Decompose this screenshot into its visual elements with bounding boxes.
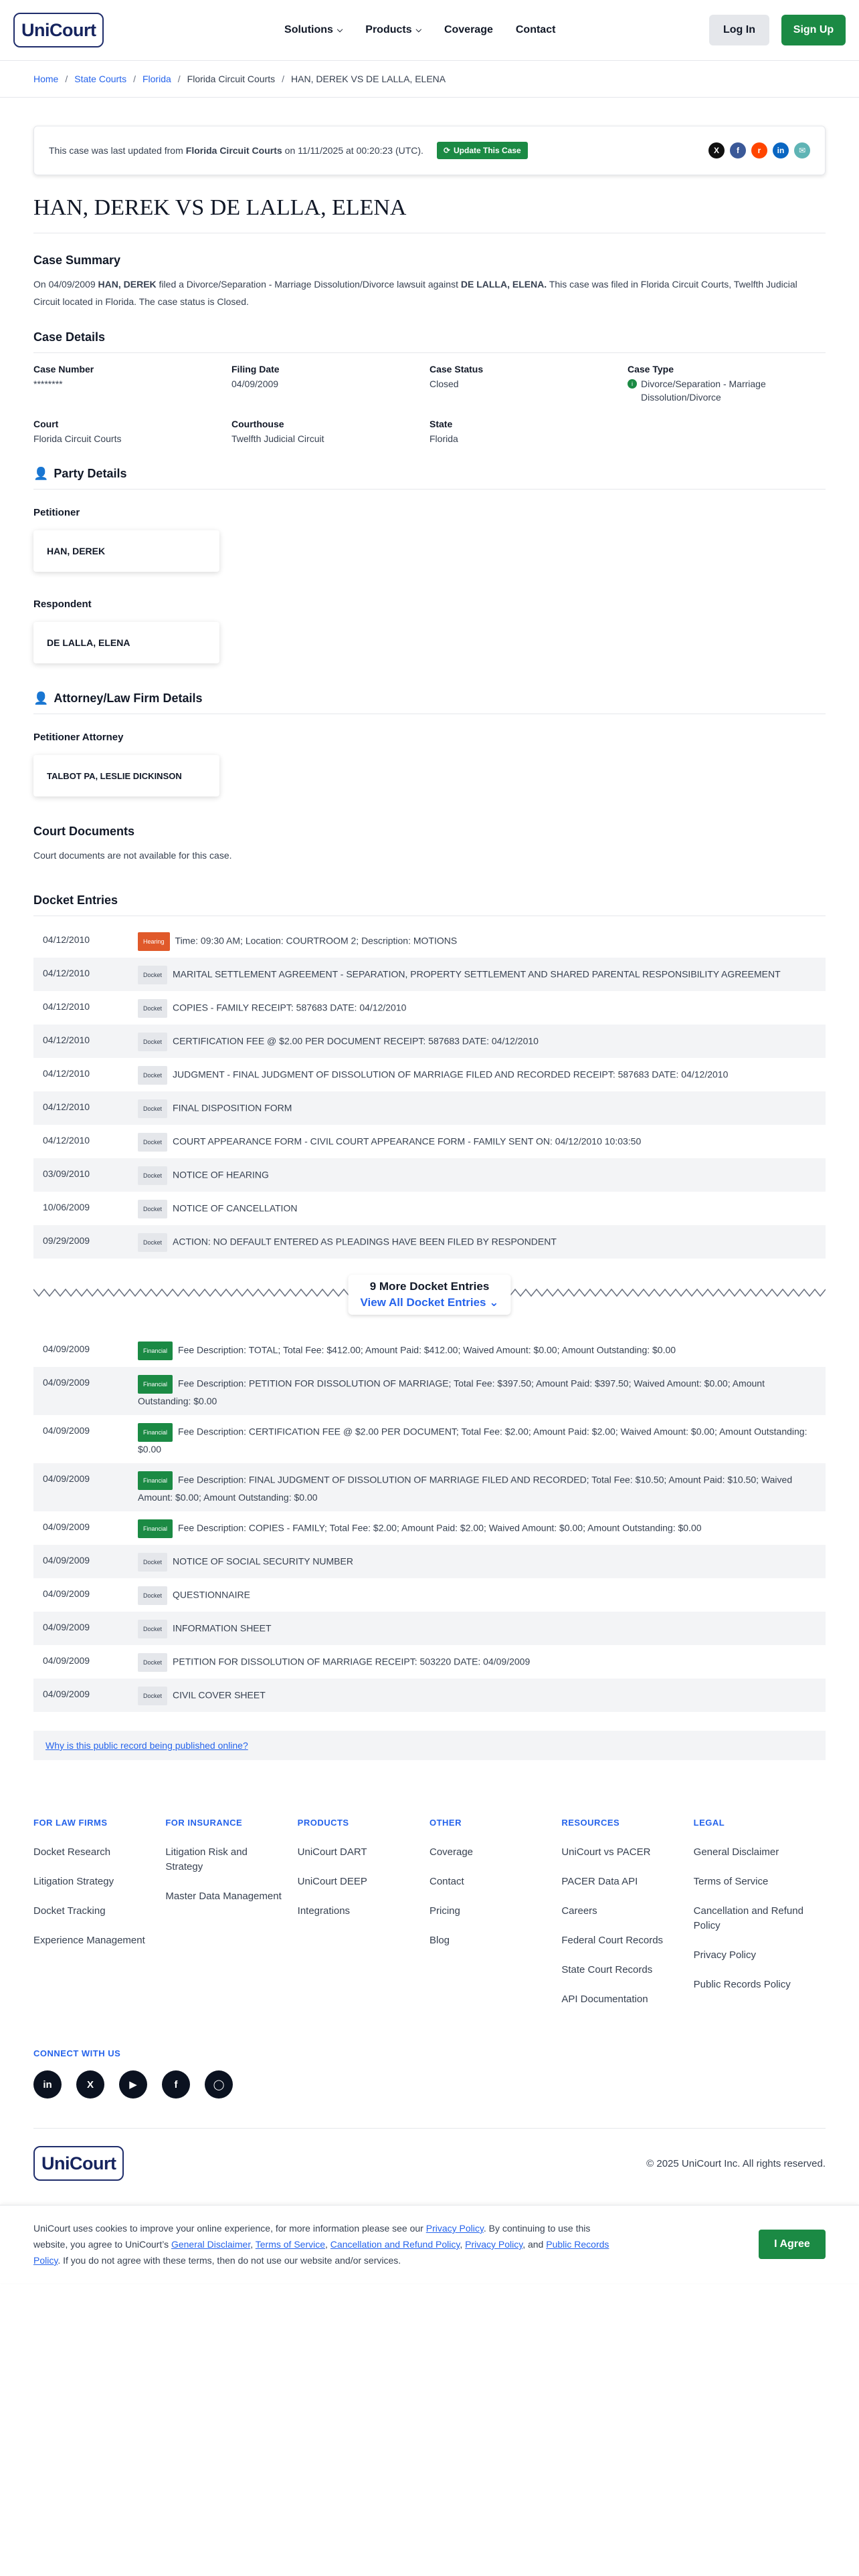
docket-description: Fee Description: PETITION FOR DISSOLUTION OF MARRIAGE; Total Fee: $397.50; Amount Paid: $397.50; Waived Amount: $0.00; Amount Outstanding: $0.00 (138, 1378, 765, 1406)
docket-date: 04/12/2010 (43, 1135, 90, 1146)
footer-link[interactable]: Experience Management (33, 1935, 145, 1946)
case-details-heading: Case Details (33, 330, 826, 353)
docket-description: Time: 09:30 AM; Location: COURTROOM 2; Description: MOTIONS (175, 935, 458, 946)
attorney-details-heading: 👤 Attorney/Law Firm Details (33, 691, 826, 714)
breadcrumb-state-courts[interactable]: State Courts (74, 74, 127, 84)
connect-heading: CONNECT WITH US (33, 2048, 121, 2058)
detail-case-type: Case Type i Divorce/Separation - Marriage Dissolution/Divorce (628, 364, 766, 403)
docket-row (33, 1578, 826, 1612)
instagram-icon[interactable]: ◯ (205, 2070, 233, 2099)
docket-tag: Docket (138, 1687, 167, 1705)
docket-row (33, 1612, 826, 1645)
respondent-card[interactable]: DE LALLA, ELENA (33, 622, 219, 663)
docket-description: NOTICE OF HEARING (173, 1169, 269, 1180)
linkedin-icon[interactable]: in (33, 2070, 62, 2099)
docket-tag: Hearing (138, 932, 170, 951)
docket-description: Fee Description: TOTAL; Total Fee: $412.00; Amount Paid: $412.00; Waived Amount: $0.00; Amount Outstanding: $0.00 (178, 1344, 676, 1356)
footer-link[interactable]: Docket Tracking (33, 1905, 106, 1917)
docket-date: 10/06/2009 (43, 1202, 90, 1212)
docket-description: FINAL DISPOSITION FORM (173, 1102, 292, 1113)
docket-row (33, 1463, 826, 1511)
docket-date: 04/09/2009 (43, 1344, 90, 1354)
docket-date: 04/12/2010 (43, 1068, 90, 1079)
facebook-share-icon[interactable]: f (730, 142, 746, 158)
case-summary-heading: Case Summary (33, 253, 121, 267)
petitioner-card[interactable]: HAN, DEREK (33, 530, 219, 572)
docket-row (33, 1367, 826, 1415)
breadcrumb-separator: / (282, 74, 285, 84)
view-all-docket-link[interactable]: View All Docket Entries ⌄ (360, 1296, 499, 1309)
cookie-banner (0, 2205, 859, 2283)
docket-row (33, 958, 826, 991)
info-icon: i (628, 379, 637, 389)
footer-link[interactable]: Public Records Policy (693, 1979, 791, 1990)
docket-tag: Financial (138, 1471, 173, 1490)
update-source: Florida Circuit Courts (185, 145, 282, 156)
docket-description: QUESTIONNAIRE (173, 1589, 250, 1600)
footer-link[interactable]: UniCourt vs PACER (561, 1846, 651, 1858)
attorney-card[interactable]: TALBOT PA, LESLIE DICKINSON (33, 755, 219, 796)
case-summary-text: On 04/09/2009 HAN, DEREK filed a Divorce/Separation - Marriage Dissolution/Divorce lawsuit against DE LALLA, ELENA. This case was filed in Florida Circuit Courts, Twelfth Judicial Circuit located in Florida. The case status is Closed. (33, 279, 797, 307)
breadcrumb-home[interactable]: Home (33, 74, 59, 84)
privacy-policy-link[interactable]: Privacy Policy (465, 2239, 523, 2250)
court-documents-heading: Court Documents (33, 825, 135, 838)
chevron-down-icon: ⌵ (415, 25, 421, 34)
footer-link[interactable]: Integrations (297, 1905, 351, 1917)
footer-link[interactable]: PACER Data API (561, 1876, 638, 1887)
respondent-label: Respondent (33, 599, 92, 610)
docket-description: NOTICE OF CANCELLATION (173, 1202, 298, 1214)
docket-row (33, 1645, 826, 1679)
footer-link[interactable]: Blog (429, 1935, 450, 1946)
docket-date: 04/09/2009 (43, 1588, 90, 1599)
docket-row (33, 1333, 826, 1367)
docket-row (33, 1125, 826, 1158)
docket-date: 04/12/2010 (43, 1101, 90, 1112)
footer-column (430, 1818, 561, 2022)
detail-court: Court Florida Circuit Courts (33, 419, 122, 444)
docket-tag: Docket (138, 1099, 167, 1118)
docket-tag: Docket (138, 1620, 167, 1638)
agree-button[interactable]: I Agree (759, 2230, 826, 2259)
footer-link[interactable]: Federal Court Records (561, 1935, 664, 1946)
footer-link[interactable]: Cancellation and Refund Policy (693, 1905, 803, 1931)
docket-row (33, 1025, 826, 1058)
docket-date: 04/09/2009 (43, 1555, 90, 1566)
footer-link[interactable]: Docket Research (33, 1846, 111, 1858)
docket-tag: Docket (138, 1553, 167, 1572)
footer-link[interactable]: General Disclaimer (693, 1846, 779, 1858)
docket-row (33, 1192, 826, 1225)
docket-list (33, 924, 826, 1259)
footer-column (298, 1818, 430, 2022)
docket-date: 04/09/2009 (43, 1473, 90, 1484)
reddit-share-icon[interactable]: r (751, 142, 767, 158)
detail-state: State Florida (430, 419, 458, 444)
footer-column (561, 1818, 693, 2022)
breadcrumb-separator: / (65, 74, 68, 84)
docket-description: ACTION: NO DEFAULT ENTERED AS PLEADINGS HAVE BEEN FILED BY RESPONDENT (173, 1236, 557, 1247)
footer-link[interactable]: Contact (429, 1876, 464, 1887)
docket-description: CERTIFICATION FEE @ $2.00 PER DOCUMENT RECEIPT: 587683 DATE: 04/12/2010 (173, 1035, 539, 1047)
docket-date: 03/09/2010 (43, 1168, 90, 1179)
docket-row (33, 1679, 826, 1712)
docket-row (33, 991, 826, 1025)
footer-column (33, 1818, 165, 2022)
nav-coverage[interactable]: Coverage (444, 24, 493, 35)
footer-heading: LEGAL (693, 1818, 725, 1828)
breadcrumb-florida[interactable]: Florida (142, 74, 171, 84)
docket-date: 04/09/2009 (43, 1521, 90, 1532)
general-disclaimer-link[interactable]: General Disclaimer (171, 2239, 251, 2250)
docket-row (33, 1225, 826, 1259)
person-icon: 👤 (33, 691, 49, 705)
case-update-banner (33, 126, 826, 175)
footer-link[interactable]: UniCourt DEEP (297, 1876, 367, 1887)
footer-heading: PRODUCTS (297, 1818, 349, 1828)
more-docket-entries (33, 1268, 826, 1324)
detail-filing-date: Filing Date 04/09/2009 (231, 364, 280, 389)
docket-tag: Financial (138, 1423, 173, 1442)
docket-tag: Docket (138, 1133, 167, 1152)
docket-row (33, 924, 826, 958)
docket-date: 04/09/2009 (43, 1622, 90, 1632)
docket-row (33, 1158, 826, 1192)
footer-link[interactable]: Pricing (429, 1905, 460, 1917)
breadcrumb-case: HAN, DEREK VS DE LALLA, ELENA (291, 74, 446, 84)
footer-link[interactable]: Terms of Service (693, 1876, 769, 1887)
email-share-icon[interactable]: ✉ (794, 142, 810, 158)
login-button[interactable]: Log In (709, 15, 769, 45)
docket-date: 04/09/2009 (43, 1425, 90, 1436)
terms-link[interactable]: Terms of Service (255, 2239, 326, 2250)
footer-link[interactable]: Careers (561, 1905, 597, 1917)
detail-case-number: Case Number ******** (33, 364, 94, 389)
footer-heading: RESOURCES (561, 1818, 620, 1828)
docket-date: 04/12/2010 (43, 934, 90, 945)
court-documents-text: Court documents are not available for this case. (33, 850, 232, 861)
docket-tag: Docket (138, 1200, 167, 1218)
footer-link[interactable]: UniCourt DART (297, 1846, 367, 1858)
person-icon: 👤 (33, 467, 49, 480)
docket-list (33, 1333, 826, 1712)
docket-row (33, 1545, 826, 1578)
breadcrumb-separator: / (133, 74, 136, 84)
refund-policy-link[interactable]: Cancellation and Refund Policy (330, 2239, 460, 2250)
footer-link[interactable]: Master Data Management (165, 1891, 282, 1902)
docket-description: Fee Description: CERTIFICATION FEE @ $2.00 PER DOCUMENT; Total Fee: $2.00; Amount Paid: $2.00; Waived Amount: $0.00; Amount Outstanding: $0.00 (138, 1426, 807, 1455)
update-time: on 11/11/2025 at 00:20:23 (UTC). (284, 145, 423, 156)
docket-date: 04/12/2010 (43, 1035, 90, 1045)
social-links (33, 2070, 826, 2099)
docket-description: COPIES - FAMILY RECEIPT: 587683 DATE: 04/12/2010 (173, 1002, 407, 1013)
docket-tag: Docket (138, 999, 167, 1018)
docket-entries-heading: Docket Entries (33, 893, 826, 916)
chevron-down-icon: ⌄ (489, 1296, 499, 1309)
docket-description: PETITION FOR DISSOLUTION OF MARRIAGE RECEIPT: 503220 DATE: 04/09/2009 (173, 1656, 531, 1667)
site-header (0, 0, 859, 60)
chevron-down-icon: ⌵ (337, 25, 343, 34)
footer-link[interactable]: Coverage (429, 1846, 474, 1858)
facebook-icon[interactable]: f (162, 2070, 190, 2099)
docket-tag: Docket (138, 1586, 167, 1605)
nav-products[interactable]: Products ⌵ (365, 24, 421, 35)
docket-row (33, 1058, 826, 1091)
detail-courthouse: Courthouse Twelfth Judicial Circuit (231, 419, 324, 444)
docket-tag: Financial (138, 1519, 173, 1538)
docket-date: 04/12/2010 (43, 968, 90, 978)
docket-date: 04/09/2009 (43, 1377, 90, 1388)
copyright-text: © 2025 UniCourt Inc. All rights reserved. (646, 2157, 826, 2169)
petitioner-attorney-label: Petitioner Attorney (33, 732, 124, 743)
public-records-policy-link[interactable]: Public Records Policy (33, 2239, 609, 2266)
linkedin-share-icon[interactable]: in (773, 142, 789, 158)
docket-date: 04/09/2009 (43, 1689, 90, 1699)
youtube-icon[interactable]: ▶ (119, 2070, 147, 2099)
breadcrumb (0, 60, 859, 98)
docket-tag: Financial (138, 1375, 173, 1394)
footer-links (33, 1818, 826, 2022)
footer-link[interactable]: State Court Records (561, 1964, 653, 1975)
docket-description: Fee Description: COPIES - FAMILY; Total Fee: $2.00; Amount Paid: $2.00; Waived Amount: $0.00; Amount Outstanding: $0.00 (178, 1522, 702, 1533)
footer-heading: FOR INSURANCE (165, 1818, 243, 1828)
x-icon[interactable]: X (76, 2070, 104, 2099)
footer-heading: OTHER (429, 1818, 462, 1828)
docket-tag: Docket (138, 1166, 167, 1185)
case-title: HAN, DEREK VS DE LALLA, ELENA (33, 195, 826, 233)
signup-button[interactable]: Sign Up (781, 15, 846, 45)
x-share-icon[interactable]: X (708, 142, 725, 158)
why-public-record-link[interactable]: Why is this public record being published online? (33, 1731, 826, 1760)
footer-link[interactable]: Privacy Policy (693, 1949, 757, 1961)
footer-link[interactable]: API Documentation (561, 1994, 648, 2005)
docket-date: 04/09/2009 (43, 1655, 90, 1666)
footer-bottom (33, 2128, 826, 2181)
nav-solutions[interactable]: Solutions ⌵ (284, 24, 343, 35)
view-all-docket-box[interactable]: 9 More Docket Entries View All Docket Entries ⌄ (349, 1275, 511, 1315)
footer-link[interactable]: Litigation Risk and Strategy (165, 1846, 248, 1872)
case-details-grid (33, 364, 826, 445)
footer-link[interactable]: Litigation Strategy (33, 1876, 114, 1887)
docket-description: NOTICE OF SOCIAL SECURITY NUMBER (173, 1555, 353, 1567)
unicourt-logo[interactable]: UniCourt (13, 13, 104, 47)
footer-column (165, 1818, 297, 2022)
docket-description: INFORMATION SHEET (173, 1622, 272, 1634)
update-case-button[interactable]: ⟳ Update This Case (437, 142, 528, 159)
docket-row (33, 1091, 826, 1125)
update-prefix: This case was last updated from (49, 145, 183, 156)
breadcrumb-separator: / (177, 74, 181, 84)
docket-description: CIVIL COVER SHEET (173, 1689, 266, 1701)
breadcrumb-court: Florida Circuit Courts (187, 74, 276, 84)
refresh-icon: ⟳ (443, 146, 451, 155)
docket-tag: Docket (138, 1066, 167, 1085)
docket-date: 04/12/2010 (43, 1001, 90, 1012)
docket-tag: Docket (138, 1653, 167, 1672)
cookie-text: UniCourt uses cookies to improve your online experience, for more information please see our Privacy Policy. By continuing to use this website, you agree to UniCourt’s General Disclaimer, Terms of Service, Cancellation and Refund Policy, Privacy Policy, and Public Records Policy. If you do not agree with these terms, then do not use our website and/or services. (33, 2223, 609, 2266)
docket-description: MARITAL SETTLEMENT AGREEMENT - SEPARATION, PROPERTY SETTLEMENT AND SHARED PARENTAL RESPONSIBILITY AGREEMENT (173, 968, 781, 980)
nav-contact[interactable]: Contact (515, 24, 556, 35)
docket-row (33, 1415, 826, 1463)
docket-description: COURT APPEARANCE FORM - CIVIL COURT APPEARANCE FORM - FAMILY SENT ON: 04/12/2010 10:03:50 (173, 1136, 642, 1147)
docket-row (33, 1511, 826, 1545)
unicourt-logo[interactable]: UniCourt (33, 2146, 124, 2181)
docket-tag: Docket (138, 1233, 167, 1252)
party-details-heading: 👤 Party Details (33, 467, 826, 490)
footer-heading: FOR LAW FIRMS (33, 1818, 108, 1828)
docket-tag: Financial (138, 1341, 173, 1360)
main-nav (284, 24, 555, 36)
docket-date: 09/29/2009 (43, 1235, 90, 1246)
docket-tag: Docket (138, 966, 167, 984)
petitioner-label: Petitioner (33, 507, 80, 518)
share-icons (708, 142, 810, 158)
privacy-policy-link[interactable]: Privacy Policy (425, 2223, 484, 2234)
docket-description: Fee Description: FINAL JUDGMENT OF DISSOLUTION OF MARRIAGE FILED AND RECORDED; Total Fee: $10.50; Amount Paid: $10.50; Waived Amount: $0.00; Amount Outstanding: $0.00 (138, 1474, 793, 1503)
docket-description: JUDGMENT - FINAL JUDGMENT OF DISSOLUTION OF MARRIAGE FILED AND RECORDED RECEIPT: 587683 DATE: 04/12/2010 (173, 1069, 729, 1080)
docket-tag: Docket (138, 1033, 167, 1051)
detail-case-status: Case Status Closed (430, 364, 484, 389)
footer-column (694, 1818, 826, 2022)
